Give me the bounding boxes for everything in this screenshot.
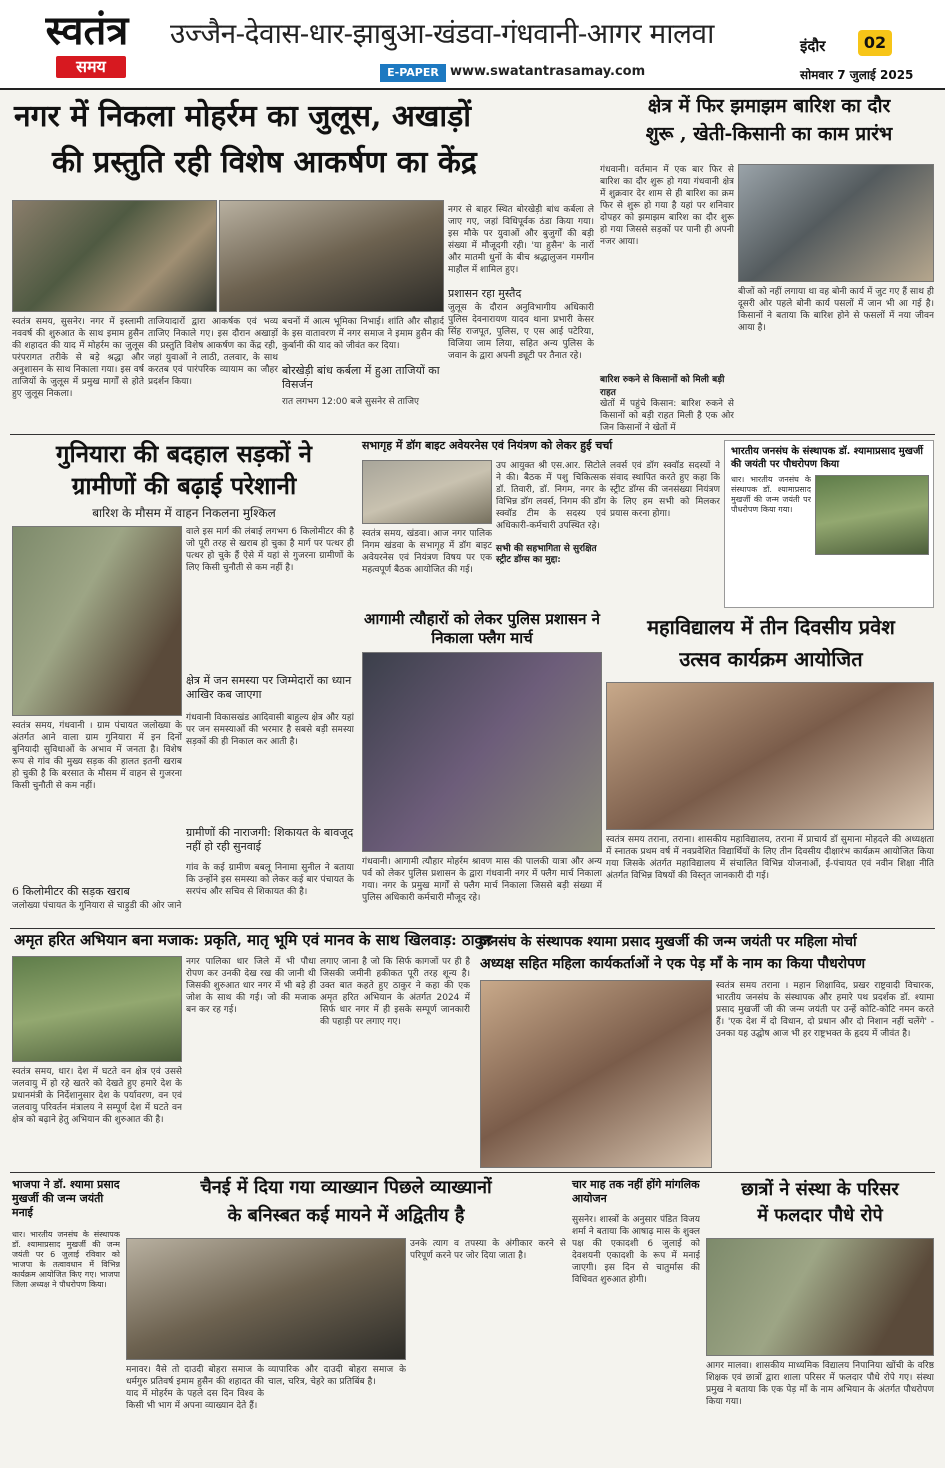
guniyara-col-2: वाले इस मार्ग की लंबाई लगभग 6 किलोमीटर की है जो पूरी तरह से खराब हो चुका है मार्ग पर पत्थर ही पत्थर हो चुके हैं ऐसे में यहां से गुजरना ग्रामीणों के लिए किसी चुनौती से कम नहीं है।: [186, 527, 354, 573]
rain-col-1: गंधवानी। वर्तमान में एक बार फिर से बारिश का दौर शुरू हो गया गंधवानी क्षेत्र में शुक्रवार देर शाम से ही बारिश का क्रम फिर से शुरू हो गया है यहां पर शनिवार दोपहर को झमाझम बारिश का दौर शुरू हो गया जिससे सड़कों पर पानी ही अपनी नजर आया।: [600, 165, 734, 247]
chennai-photo: [126, 1238, 406, 1360]
guniyara-col-1c: जलोख्या पंचायत के गुनियारा से चाड़ुडी की ओर जाने: [12, 901, 182, 911]
moharram-headline-1: नगर में निकला मोहर्रम का जुलूस, अखाड़ों: [14, 99, 472, 134]
guniyara-col-2b: गंधवानी विकासखंड आदिवासी बाहुल्य क्षेत्र और यहां पर जन समस्याओं की भरमार है सबसे बड़ी समस्या सड़कों की ही निकाल कर आती है।: [186, 713, 354, 747]
moharram-col-1: स्वतंत्र समय, सुसनेर। नगर में इस्लामी नववर्ष की शुरुआत के साथ इमाम हुसैन की शहादत की याद में मोहर्रम का जुलूस परंपरागत तरीके से बड़े श्रद्धा और अनुशासन के साथ निकाला गया। इस वर्ष ताजियों के जुलूस में प्रमुख मार्गों से होते हुए जुलूस निकला।: [12, 317, 144, 399]
edition-region: उज्जैन-देवास-धार-झाबुआ-खंडवा-गंधवानी-आगर मालवा: [170, 17, 714, 50]
school-col-1: आगर मालवा। शासकीय माध्यमिक विद्यालय निपानिया खोंची के वरिष्ठ शिक्षक एवं छात्रों द्वारा शाला परिसर में फलदार पौधे रोपे गए। संस्था प्रमुख ने बताया कि एक पेड़ माँ के नाम अभियान के अंतर्गत पौधरोपण किया गया।: [706, 1361, 934, 1407]
masthead: [0, 0, 945, 90]
page-number: 02: [858, 30, 892, 56]
chennai-col-1: मनावर। वैसे तो दाउदी बोहरा समाज के धर्मगुरु प्रतिवर्ष इमाम हुसैन की शहादत की याद में मोहर्रम के पहले दस दिन विश्व के किसी भी भाग में अपना व्याख्यान देते हैं।: [126, 1365, 264, 1411]
section-divider-3: [10, 1172, 935, 1173]
moharram-photo-2: [219, 200, 444, 312]
moharram-col-3: बचनों में आत्म भूमिका निभाई। शांति और सौहार्द के इस वातावरण में नगर समाज ने इमाम हुसैन की कुर्बानी की याद को जीवंत कर दिया।: [282, 317, 444, 351]
bjp-headline: भाजपा ने डॉ. श्यामा प्रसाद मुखर्जी की जन्म जयंती मनाई: [12, 1178, 120, 1219]
dogbite-headline: सभागृह में डॉग बाइट अवेयरनेस एवं नियंत्रण को लेकर हुई चर्चा: [362, 439, 613, 452]
school-photo: [706, 1238, 934, 1356]
moharram-subhead: बोरखेड़ी बांध कर्बला में हुआ ताजियों का विसर्जन: [282, 364, 440, 391]
section-divider-2: [10, 928, 935, 929]
bjp-col-1: धार। भारतीय जनसंघ के संस्थापक डॉ. श्यामाप्रसाद मुखर्जी की जन्म जयंती पर 6 जुलाई रविवार को भाजपा के तत्वावधान में विभिन्न कार्यक्रम आयोजित किए गए। भाजपा जिला अध्यक्ष ने पौधरोपण किया।: [12, 1230, 120, 1289]
guniyara-road-subhead: 6 किलोमीटर की सड़क खराब: [12, 885, 130, 898]
college-headline-2: उत्सव कार्यक्रम आयोजित: [679, 647, 863, 671]
flagmarch-photo: [362, 652, 602, 852]
amrit-col-2: नगर पालिका धार जिले में भी पौधा रोपण कर उनकी देख रख की जानी थी जिसकी शुरुआत धार नगर में भी बड़े ही जोश के साथ की गई। जो की मजाक बन कर रह गई।: [186, 957, 316, 1015]
dogbite-subhead: सभी की सहभागिता से सुरक्षित स्ट्रीट डॉग्स का मुद्दा:: [496, 544, 597, 565]
rain-headline-2: शुरू , खेती-किसानी का काम प्रारंभ: [645, 123, 893, 145]
rain-subhead: बारिश रुकने से किसानों को मिली बड़ी राहत: [600, 375, 725, 398]
issue-date: सोमवार 7 जुलाई 2025: [800, 68, 914, 82]
school-headline-1: छात्रों ने संस्था के परिसर: [741, 1179, 899, 1200]
jansangh-headline-2: अध्यक्ष सहित महिला कार्यकर्ताओं ने एक पेड़ माँ के नाम का किया पौधरोपण: [480, 956, 866, 972]
jansangh-col-1: स्वतंत्र समय तराना । महान शिक्षाविद, प्रखर राष्ट्रवादी विचारक, भारतीय जनसंघ के संस्थापक और हमारे पथ प्रदर्शक डॉ. श्यामा प्रसाद मुखर्जी जी की जन्म जयंती पर उन्हें कोटि-कोटि नमन करते हैं। 'एक देश में दो विधान, दो प्रधान और दो निशान नहीं चलेंगे' - उनका यह उद्घोष आज भी हर राष्ट्रभक्त के हृदय में जीवंत है।: [716, 981, 934, 1039]
epaper-badge: E-PAPER: [380, 64, 446, 82]
mukherjee-box: [724, 440, 934, 608]
moharram-photo-1: [12, 200, 217, 312]
moharram-col-4b: जुलूस के दौरान अनुविभागीय अधिकारी पुलिस देवनारायण यादव थाना प्रभारी केसर सिंह राजपूत, पुलिस, ए एस आई पटेरिया, विजिया जाम लिया, सहित अन्य पुलिस के जवान के द्वारा अपनी ड्यूटी पर तैनात रहे।: [448, 303, 594, 361]
amrit-headline: अमृत हरित अभियान बना मजाक: प्रकृति, मातृ भूमि एवं मानव के साथ खिलवाड़: ठाकुर: [14, 931, 493, 949]
flagmarch-headline: आगामी त्यौहारों को लेकर पुलिस प्रशासन ने निकाला फ्लैग मार्च: [363, 610, 600, 647]
flagmarch-col-1: गंधवानी। आगामी त्यौहार मोहर्रम श्रावण मास की पालकी यात्रा और अन्य पर्व को लेकर पुलिस प्रशासन के द्वारा गंधवानी नगर में फ्लैग मार्च निकाला गया। नगर के प्रमुख मार्गों से फ्लैग मार्च निकाला जिससे बड़ी संख्या में पुलिस अधिकारी कर्मचारी मौजूद रहे।: [362, 857, 602, 903]
rain-col-2: बीजों को नहीं लगाया था वह बोनी कार्य में जुट गए हैं साथ ही दूसरी ओर पहले बोनी कार्य पसलों में जान भी आ गई है। किसानों ने बताया कि बारिश होने से फसलों में नया जीवन आया है।: [738, 287, 934, 333]
section-divider: [10, 434, 935, 435]
amrit-photo: [12, 956, 182, 1062]
college-photo: [606, 682, 934, 830]
guniyara-headline-1: गुनियारा की बदहाल सड़कों ने: [56, 439, 312, 468]
moharram-subhead-2: प्रशासन रहा मुस्तैद: [448, 287, 522, 300]
rain-col-1b: खेतों में पहुंचे किसान: बारिश रुकने से किसानों को बड़ी राहत मिली है एक ओर जिन किसानों ने खेतों में: [600, 399, 734, 432]
moharram-col-4: नगर से बाहर स्थित बोरखेड़ी बांध कर्बला ले जाए गए, जहां विधिपूर्वक ठंडा किया गया। इस मौके पर युवाओं और बुजुर्गों की बड़ी संख्या में मौजूदगी रही। 'या हुसैन' के नारों और मातमी धुनों के बीच श्रद्धालुजन गमगीन माहौल में शामिल हुए।: [448, 205, 594, 275]
dogbite-col-1: स्वतंत्र समय, खंडवा। आज नगर पालिक निगम खंडवा के सभागृह में डॉग बाइट अवेयरनेस एवं नियंत्रण विषय पर एक महत्वपूर्ण बैठक आयोजित की गई।: [362, 529, 492, 575]
dogbite-photo: [362, 460, 492, 524]
jansangh-photo: [480, 980, 712, 1168]
newspaper-logo: [12, 6, 162, 84]
guniyara-col-1: स्वतंत्र समय, गंधवानी । ग्राम पंचायत जलोख्या के अंतर्गत आने वाला ग्राम गुनियारा में इन दिनों बुनियादी सुविधाओं के अभाव में जनता है। विशेष रूप से गांव की मुख्य सड़क की हालत इतनी खराब हो चुकी है कि बरसात के मौसम में वाहन से गुजरना किसी चुनौती से कम नहीं।: [12, 721, 182, 791]
fourmonths-col-1: सुसनेर। शास्त्रों के अनुसार पंडित विजय शर्मा ने बताया कि आषाढ़ मास के शुक्ल पक्ष की एकादशी 6 जुलाई को देवशयनी एकादशी के रूप में मनाई जाएगी। इस दिन से चातुर्मास की विधिवत शुरुआत होगी।: [572, 1215, 700, 1285]
guniyara-col-2c: गांव के कई ग्रामीण बबलू निनामा सुनील ने बताया कि उन्होंने इस समस्या को लेकर कई बार पंचायत के सरपंच और सचिव से शिकायत की है।: [186, 863, 354, 897]
college-headline-1: महाविद्यालय में तीन दिवसीय प्रवेश: [647, 615, 895, 639]
moharram-col-3b: रात लगभग 12:00 बजे सुसनेर से ताजिए: [282, 397, 419, 407]
guniyara-photo: [12, 526, 182, 716]
dogbite-col-2: उप आयुक्त श्री एस.आर. सिटोले ने की। बैठक में पशु चिकित्सक डॉ. तिवारी, डॉ. निगम, नगर के विभिन्न डॉग लवर्स, निगम की डॉग स्क्वॉड टीम के सदस्य एवं अधिकारी-कर्मचारी उपस्थित रहे।: [496, 461, 606, 531]
chennai-headline-2: के बनिस्बत कई मायने में अद्वितीय है: [227, 1205, 465, 1226]
guniyara-subhead-2: क्षेत्र में जन समस्या पर जिम्मेदारों का ध्यान आखिर कब जाएगा: [186, 674, 352, 701]
chennai-col-2: व्यापारिक और दाउदी बोहरा समाज के चाल, चरित्र, चेहरे का प्रतिबिंब है।: [268, 1365, 406, 1387]
guniyara-headline-2: ग्रामीणों की बढ़ाई परेशानी: [71, 471, 297, 500]
mukherjee-caption: धार। भारतीय जनसंघ के संस्थापक डॉ. श्यामाप्रसाद मुखर्जी की जन्म जयंती पर पौधरोपण किया गया।: [731, 475, 811, 514]
dogbite-col-3: लवर्स एवं डॉग स्क्वॉड सदस्यों ने संवाद स्थापित करते हुए कहा कि स्ट्रीट डॉग्स की जनसंख्या नियंत्रण के लिए हम सभी को मिलकर प्रयास करना होगा।: [610, 461, 720, 519]
mukherjee-headline: भारतीय जनसंघ के संस्थापक डॉ. श्यामाप्रसाद मुखर्जी की जयंती पर पौधरोपण किया: [731, 446, 923, 470]
moharram-col-2: ताजियादारों द्वारा आकर्षक एवं भव्य ताजिए निकाले गए। इस दौरान अखाड़ों की प्रस्तुति विशेष आकर्षण का केंद्र रही, जहां युवाओं ने लाठी, तलवार, के साथ करतब एवं पारंपरिक व्यायाम का जौहर प्रदर्शन किया।: [148, 317, 278, 387]
logo-title: स्वतंत्र: [45, 7, 129, 54]
guniyara-subhead-3: ग्रामीणों की नाराजगी: शिकायत के बावजूद नहीं हो रही सुनवाई: [186, 826, 354, 853]
jansangh-headline-1: जनसंघ के संस्थापक श्यामा प्रसाद मुखर्जी की जन्म जयंती पर महिला मोर्चा: [480, 934, 857, 950]
website-url[interactable]: www.swatantrasamay.com: [450, 64, 646, 79]
rain-headline-1: क्षेत्र में फिर झमाझम बारिश का दौर: [647, 95, 891, 117]
school-headline-2: में फलदार पौधे रोपे: [757, 1205, 883, 1226]
guniyara-subhead: बारिश के मौसम में वाहन निकलना मुश्किल: [92, 506, 276, 520]
moharram-headline-2: की प्रस्तुति रही विशेष आकर्षण का केंद्र: [52, 145, 477, 180]
chennai-col-3: उनके त्याग व तपस्या के अंगीकार करने से परिपूर्ण करने पर जोर दिया जाता है।: [410, 1239, 566, 1261]
rain-photo: [738, 164, 934, 282]
amrit-col-1: स्वतंत्र समय, धार। देश में घटते वन क्षेत्र एवं उससे जलवायु में हो रहे खतरे को देखते हुए हमारे देश के प्रधानमंत्री के निर्देशानुसार देश के पर्यावरण, वन एवं जलवायु परिवर्तन मंत्रालय ने सम्पूर्ण देश में घटते वन क्षेत्र को बढ़ाने हेतु अभियान की शुरुआत की है।: [12, 1067, 182, 1125]
edition-city: इंदौर: [800, 37, 826, 55]
logo-subtitle: समय: [56, 56, 126, 78]
mukherjee-photo: [815, 475, 929, 555]
college-col-1: स्वतंत्र समय तराना, तराना। शासकीय महाविद्यालय, तराना में प्राचार्य डॉ सुमाना मोहदले की अध्यक्षता में स्नातक प्रथम वर्ष में नवप्रवेशित विद्यार्थियों के लिए तीन दिवसीय दीक्षारंभ कार्यक्रम आयोजित किया गया जिसके अंतर्गत महाविद्यालय में संचालित विभिन्न योजनाओं, ई-पंचायत एवं नवीन शिक्षा नीति अंतर्गत विभिन्न विषयों की विस्तृत जानकारी दी गई।: [606, 835, 934, 881]
fourmonths-headline: चार माह तक नहीं होंगे मांगलिक आयोजन: [572, 1178, 700, 1205]
chennai-headline-1: चैनई में दिया गया व्याख्यान पिछले व्याख्यानों: [200, 1177, 492, 1198]
amrit-col-3: लगाए जाना है जो कि सिर्फ कागजों पर ही है जिसकी जमीनी हकीकत पूरी तरह शून्य है। उक्त बात कहते हुए ठाकुर ने कहा की एक अमृत हरित अभियान के अंतर्गत 2024 में सिर्फ धार नगर में ही इसके सम्पूर्ण जानकारी की पहाड़ी पर लगाए गए।: [320, 957, 470, 1027]
